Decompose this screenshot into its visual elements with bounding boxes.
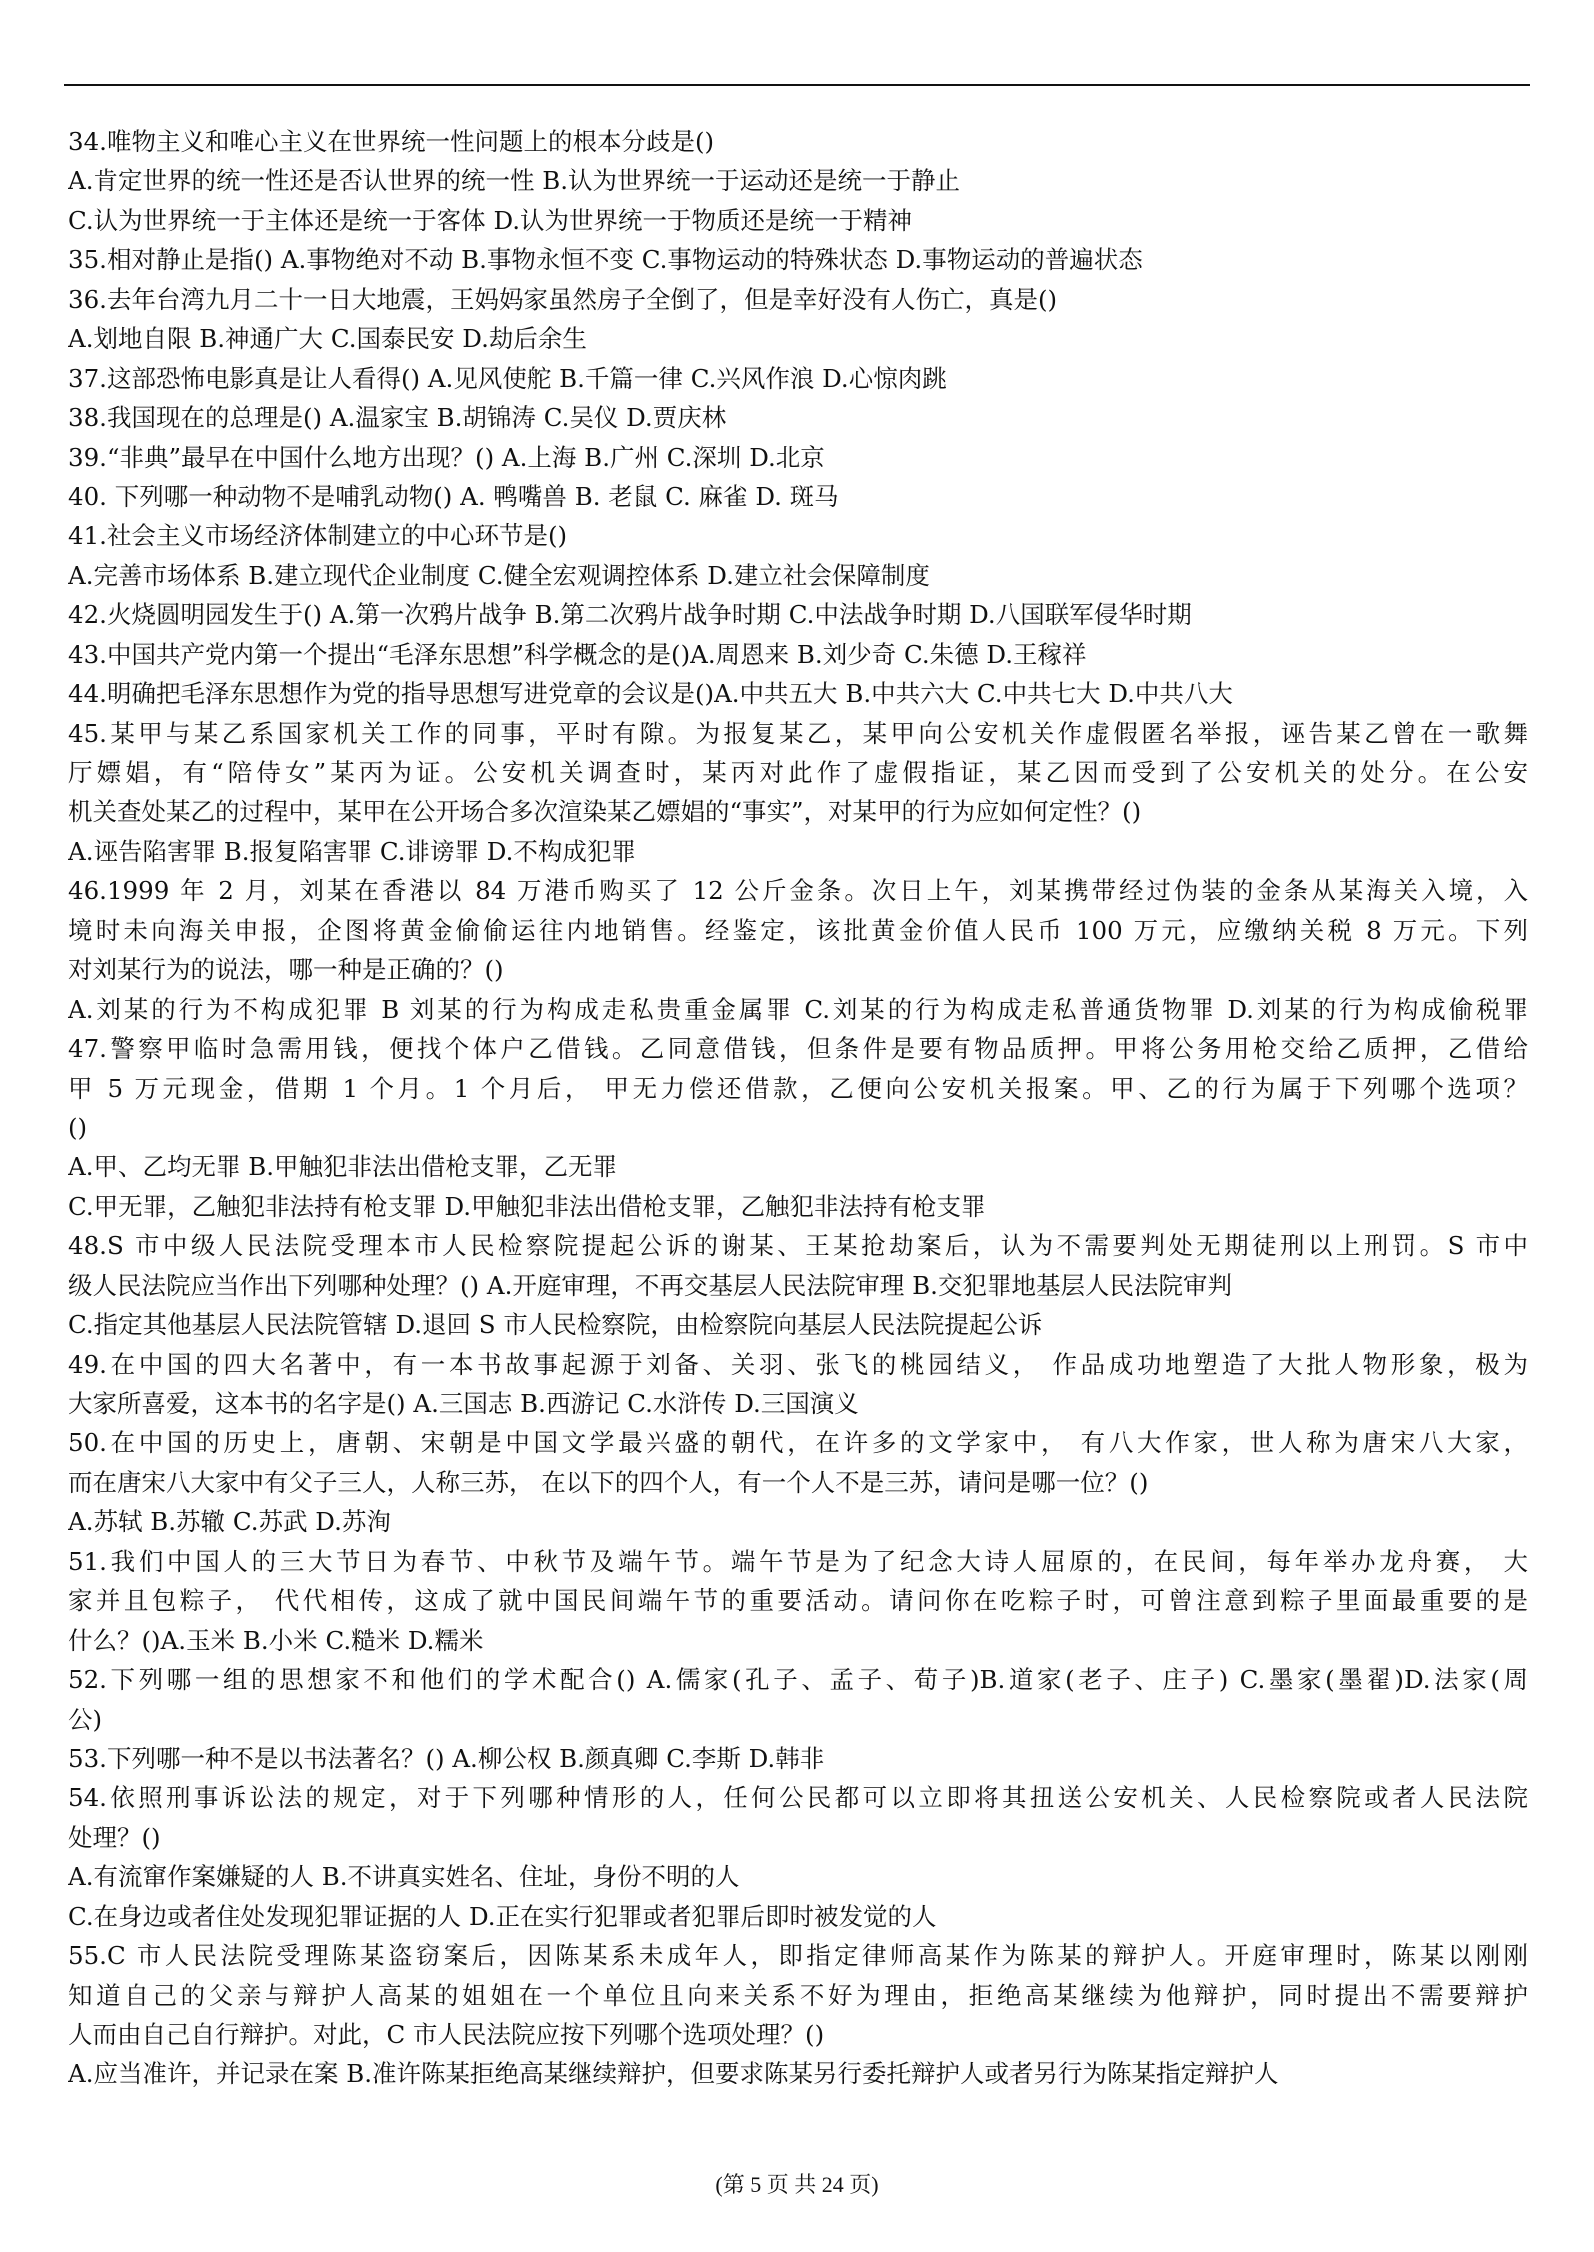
header-rule: [64, 84, 1530, 86]
text-line: 41.社会主义市场经济体制建立的中心环节是(): [68, 521, 568, 551]
text-line: 35.相对静止是指() A.事物绝对不动 B.事物永恒不变 C.事物运动的特殊状态 D.事物运动的普遍状态: [68, 245, 1143, 275]
page-footer: (第 5 页 共 24 页): [715, 2172, 879, 2197]
text-line: (): [68, 1112, 88, 1142]
text-line: 级人民法院应当作出下列哪种处理？() A.开庭审理，不再交基层人民法院审理 B.交犯罪地基层人民法院审判: [68, 1270, 1232, 1300]
text-line: 50.在中国的历史上，唐朝、宋朝是中国文学最兴盛的朝代，在许多的文学家中， 有八大作家，世人称为唐宋八大家，: [68, 1428, 1528, 1458]
text-line: 51.我们中国人的三大节日为春节、中秋节及端午节。端午节是为了纪念大诗人屈原的，在民间，每年举办龙舟赛， 大: [68, 1546, 1528, 1576]
text-line: A.肯定世界的统一性还是否认世界的统一性 B.认为世界统一于运动还是统一于静止: [68, 166, 961, 196]
text-line: 大家所喜爱，这本书的名字是() A.三国志 B.西游记 C.水浒传 D.三国演义: [68, 1389, 859, 1418]
text-line: 47.警察甲临时急需用钱，便找个体户乙借钱。乙同意借钱，但条件是要有物品质押。甲将公务用枪交给乙质押，乙借给: [68, 1034, 1528, 1064]
text-line: 53.下列哪一种不是以书法著名？() A.柳公权 B.颜真卿 C.李斯 D.韩非: [68, 1743, 825, 1773]
text-line: 家并且包粽子， 代代相传，这成了就中国民间端午节的重要活动。请问你在吃粽子时，可曾注意到粽子里面最重要的是: [68, 1586, 1528, 1616]
text-line: 42.火烧圆明园发生于() A.第一次鸦片战争 B.第二次鸦片战争时期 C.中法战争时期 D.八国联军侵华时期: [68, 600, 1192, 630]
text-line: 46.1999 年 2 月，刘某在香港以 84 万港币购买了 12 公斤金条。次日上午，刘某携带经过伪装的金条从某海关入境，入: [68, 876, 1528, 906]
text-line: C.甲无罪，乙触犯非法持有枪支罪 D.甲触犯非法出借枪支罪，乙触犯非法持有枪支罪: [68, 1191, 986, 1221]
text-line: 甲 5 万元现金，借期 1 个月。1 个月后， 甲无力偿还借款，乙便向公安机关报案。甲、乙的行为属于下列哪个选项？: [68, 1073, 1528, 1103]
text-line: 36.去年台湾九月二十一日大地震，王妈妈家虽然房子全倒了，但是幸好没有人伤亡，真是(): [68, 284, 1058, 314]
text-line: 机关查处某乙的过程中，某甲在公开场合多次渲染某乙嫖娼的“事实”，对某甲的行为应如何定性？(): [68, 797, 1142, 827]
text-line: 什么？()A.玉米 B.小米 C.糙米 D.糯米: [68, 1625, 484, 1655]
text-line: 处理？(): [68, 1822, 161, 1852]
text-line: 34.唯物主义和唯心主义在世界统一性问题上的根本分歧是(): [68, 127, 715, 156]
text-line: 48.S 市中级人民法院受理本市人民检察院提起公诉的谢某、王某抢劫案后，认为不需要判处无期徒刑以上刑罚。S 市中: [68, 1231, 1528, 1261]
text-line: A.苏轼 B.苏辙 C.苏武 D.苏洵: [68, 1507, 391, 1537]
text-line: C.认为世界统一于主体还是统一于客体 D.认为世界统一于物质还是统一于精神: [68, 205, 913, 235]
text-line: 知道自己的父亲与辩护人高某的姐姐在一个单位且向来关系不好为理由，拒绝高某继续为他辩护，同时提出不需要辩护: [68, 1980, 1528, 2010]
text-line: A.刘某的行为不构成犯罪 B 刘某的行为构成走私贵重金属罪 C.刘某的行为构成走私普通货物罪 D.刘某的行为构成偷税罪: [68, 994, 1528, 1024]
text-line: C.指定其他基层人民法院管辖 D.退回 S 市人民检察院，由检察院向基层人民法院提起公诉: [68, 1310, 1043, 1340]
text-line: 55.C 市人民法院受理陈某盗窃案后，因陈某系未成年人，即指定律师高某作为陈某的辩护人。开庭审理时，陈某以刚刚: [68, 1941, 1528, 1971]
text-line: 49.在中国的四大名著中，有一本书故事起源于刘备、关羽、张飞的桃园结义， 作品成功地塑造了大批人物形象，极为: [68, 1349, 1528, 1379]
question-text-body: [68, 122, 1528, 2094]
text-line: 人而由自己自行辩护。对此，C 市人民法院应按下列哪个选项处理？(): [68, 2020, 825, 2049]
text-line: 对刘某行为的说法，哪一种是正确的？(): [68, 955, 504, 985]
text-line: 而在唐宋八大家中有父子三人，人称三苏， 在以下的四个人，有一个人不是三苏，请问是哪一位？(): [68, 1467, 1149, 1497]
text-line: 境时未向海关申报，企图将黄金偷偷运往内地销售。经鉴定，该批黄金价值人民币 100 万元，应缴纳关税 8 万元。下列: [68, 915, 1528, 945]
text-line: 39.“非典”最早在中国什么地方出现？() A.上海 B.广州 C.深圳 D.北京: [68, 442, 825, 472]
text-line: A.完善市场体系 B.建立现代企业制度 C.健全宏观调控体系 D.建立社会保障制度: [68, 560, 930, 590]
text-line: 37.这部恐怖电影真是让人看得() A.见风使舵 B.千篇一律 C.兴风作浪 D.心惊肉跳: [68, 363, 947, 393]
text-line: 54.依照刑事诉讼法的规定，对于下列哪种情形的人，任何公民都可以立即将其扭送公安机关、人民检察院或者人民法院: [68, 1783, 1528, 1813]
text-line: 40. 下列哪一种动物不是哺乳动物() A. 鸭嘴兽 B. 老鼠 C. 麻雀 D. 斑马: [68, 481, 839, 511]
text-line: 45.某甲与某乙系国家机关工作的同事，平时有隙。为报复某乙，某甲向公安机关作虚假匿名举报，诬告某乙曾在一歌舞: [68, 718, 1528, 748]
text-line: A.应当准许，并记录在案 B.准许陈某拒绝高某继续辩护，但要求陈某另行委托辩护人或者另行为陈某指定辩护人: [68, 2059, 1279, 2089]
text-line: 52.下列哪一组的思想家不和他们的学术配合() A.儒家(孔子、孟子、荀子)B.道家(老子、庄子) C.墨家(墨翟)D.法家(周: [68, 1665, 1528, 1695]
text-line: 公): [68, 1704, 103, 1734]
text-line: 44.明确把毛泽东思想作为党的指导思想写进党章的会议是()A.中共五大 B.中共六大 C.中共七大 D.中共八大: [68, 679, 1233, 709]
text-line: 38.我国现在的总理是() A.温家宝 B.胡锦涛 C.吴仪 D.贾庆林: [68, 403, 727, 433]
text-line: A.有流窜作案嫌疑的人 B.不讲真实姓名、住址，身份不明的人: [68, 1862, 740, 1892]
text-line: A.甲、乙均无罪 B.甲触犯非法出借枪支罪，乙无罪: [68, 1152, 618, 1182]
text-line: C.在身边或者住处发现犯罪证据的人 D.正在实行犯罪或者犯罪后即时被发觉的人: [68, 1901, 937, 1931]
text-line: A.诬告陷害罪 B.报复陷害罪 C.诽谤罪 D.不构成犯罪: [68, 836, 636, 866]
text-line: 43.中国共产党内第一个提出“毛泽东思想”科学概念的是()A.周恩来 B.刘少奇 C.朱德 D.王稼祥: [68, 639, 1087, 669]
text-line: A.划地自限 B.神通广大 C.国泰民安 D.劫后余生: [68, 324, 587, 354]
text-line: 厅嫖娼，有“陪侍女”某丙为证。公安机关调查时，某丙对此作了虚假指证，某乙因而受到了公安机关的处分。在公安: [68, 758, 1528, 787]
